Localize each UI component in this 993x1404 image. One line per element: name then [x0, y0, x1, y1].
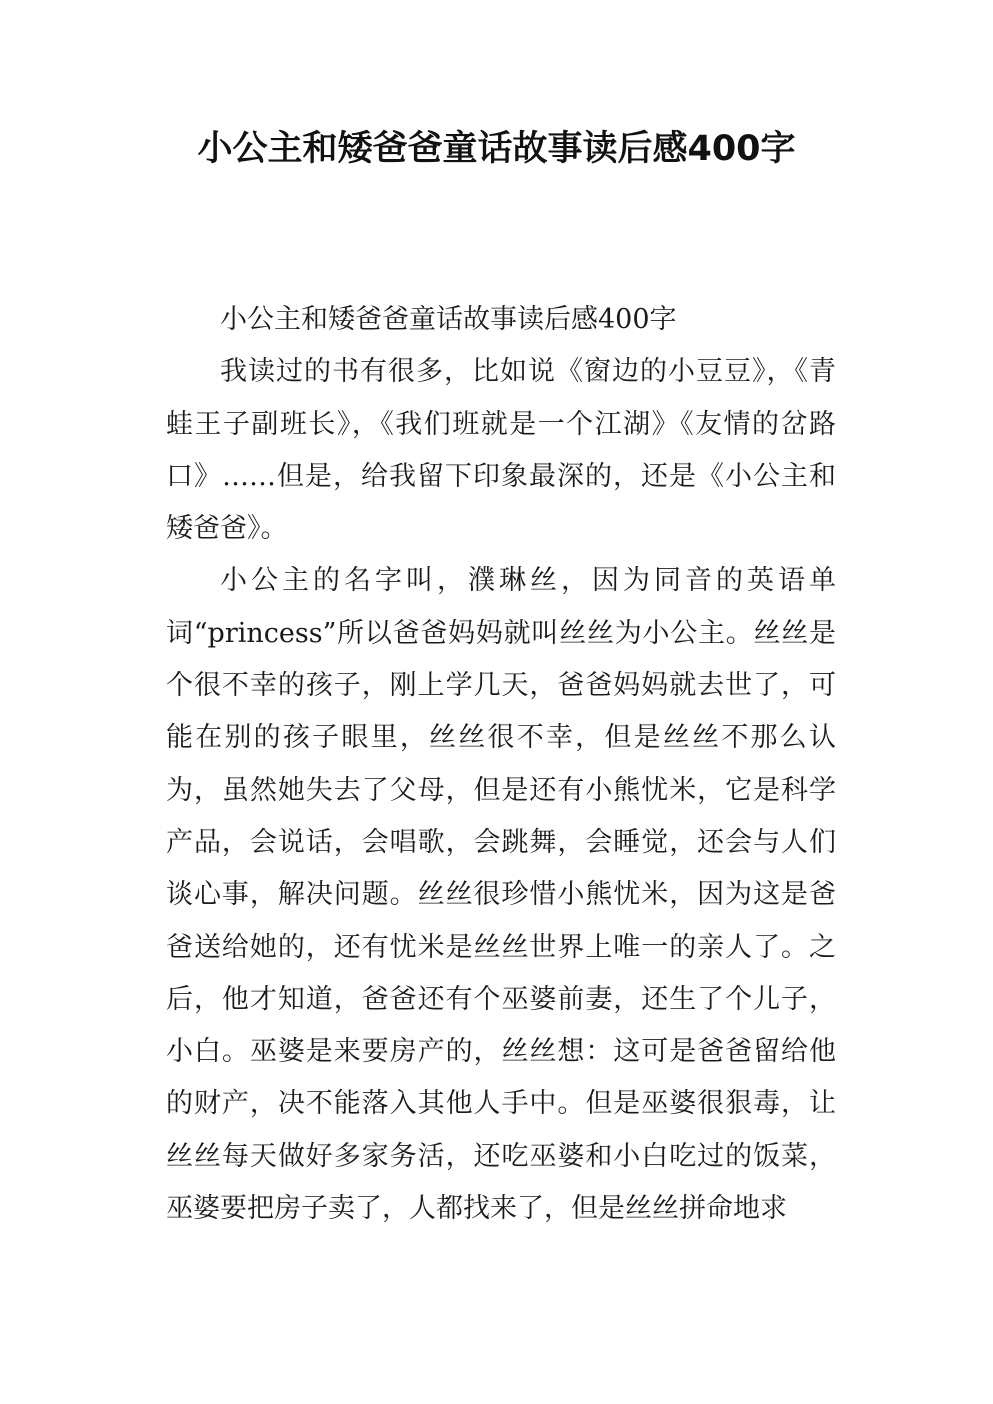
- paragraph-intro: 我读过的书有很多，比如说《窗边的小豆豆》，《青蛙王子副班长》，《我们班就是一个江湖》《友情的岔路口》……但是，给我留下印象最深的，还是《小公主和矮爸爸》。: [166, 356, 836, 545]
- paragraph-story: 小公主的名字叫，濮琳丝，因为同音的英语单词“princess”所以爸爸妈妈就叫丝丝为小公主。丝丝是个很不幸的孩子，刚上学几天，爸爸妈妈就去世了，可能在别的孩子眼里，丝丝很不幸，但是丝丝不那么认为，虽然她失去了父母，但是还有小熊忧米，它是科学产品，会说话，会唱歌，会跳舞，会睡觉，还会与人们谈心事，解决问题。丝丝很珍惜小熊忧米，因为这是爸爸送给她的，还有忧米是丝丝世界上唯一的亲人了。之后，他才知道，爸爸还有个巫婆前妻，还生了个儿子，小白。巫婆是来要房产的，丝丝想：这可是爸爸留给他的财产，决不能落入其他人手中。但是巫婆很狠毒，让丝丝每天做好多家务活，还吃巫婆和小白吃过的饭菜，巫婆要把房子卖了，人都找来了，但是丝丝拼命地求: [166, 565, 836, 1225]
- document-title: 小公主和矮爸爸童话故事读后感400字: [197, 129, 796, 169]
- document-body: [166, 294, 836, 1235]
- paragraph-subtitle: 小公主和矮爸爸童话故事读后感400字: [220, 304, 677, 335]
